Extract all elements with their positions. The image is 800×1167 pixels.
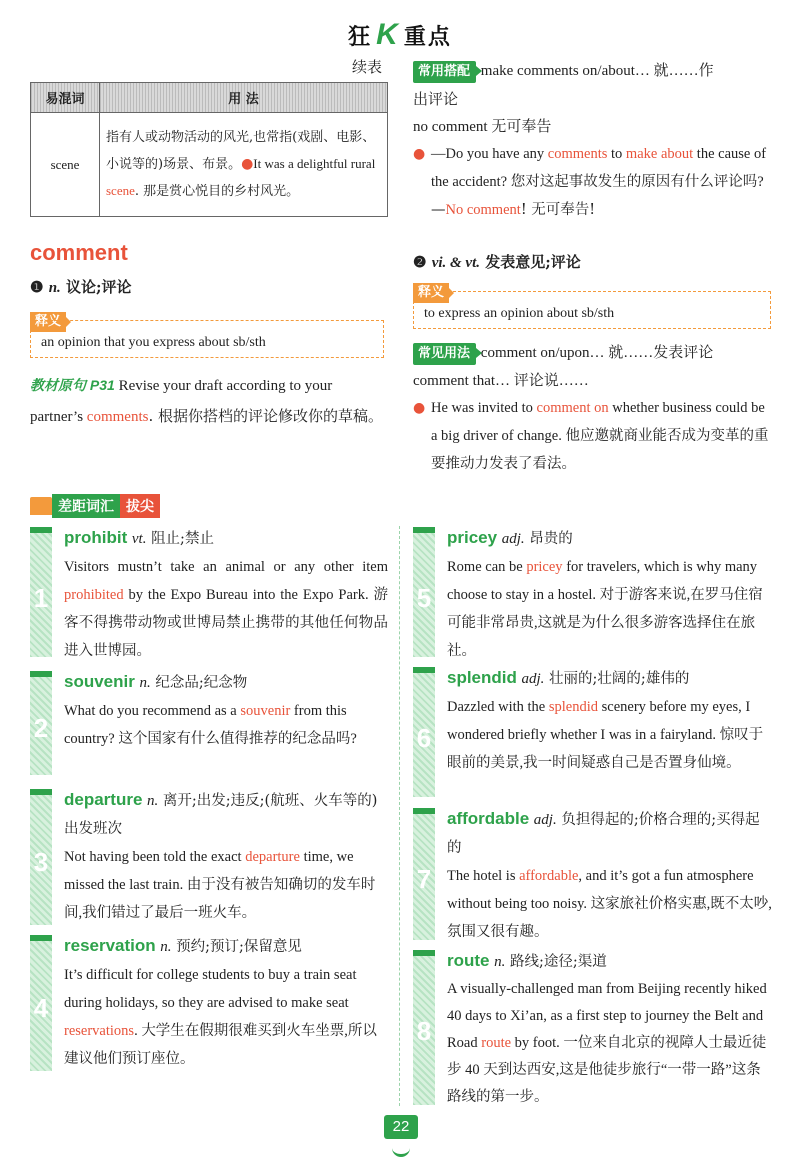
textbook-tag: 教材原句 P31 bbox=[30, 377, 115, 393]
table-header-usage: 用 法 bbox=[100, 83, 388, 113]
number-bar-2: 2 bbox=[30, 671, 52, 775]
table-cell-word: scene bbox=[31, 113, 100, 217]
word-entry-6: splendid adj. 壮丽的;壮阔的;雄伟的 Dazzled with the splendid scenery before my eyes, I wondered briefly whether I was in a fairyland. 惊叹于眼前的美景,我一时间疑惑自己是否置身仙境。 bbox=[447, 668, 764, 771]
sense-meaning: 议论;评论 bbox=[66, 278, 132, 296]
confusable-table bbox=[30, 82, 388, 217]
section-badge: 拔尖 bbox=[120, 494, 160, 518]
word-entry-2: souvenir n. 纪念品;纪念物 What do you recommend as a souvenir from this country? 这个国家有什么值得推荐的纪念品吗? bbox=[64, 672, 357, 747]
collocation-tag: 常用搭配 bbox=[413, 61, 476, 83]
example-highlight: scene bbox=[106, 182, 135, 198]
definition-tag: 释义 bbox=[30, 310, 66, 332]
example-text: It was a delightful rural bbox=[253, 155, 376, 171]
definition-box bbox=[30, 320, 384, 358]
continued-label: 续表 bbox=[352, 59, 383, 76]
number-bar-1: 1 bbox=[30, 527, 52, 657]
sense-1 bbox=[30, 273, 132, 302]
table-cell-usage: 指有人或动物活动的风光,也常指(戏剧、电影、小说等的)场景、布景。●It was a delightful rural scene. 那是赏心悦目的乡村风光。 bbox=[100, 113, 388, 217]
definition-text: an opinion that you express about sb/sth bbox=[41, 335, 266, 350]
number-bar-7: 7 bbox=[413, 808, 435, 940]
word-entry-4: reservation n. 预约;预订;保留意见 It’s difficult for college students to buy a train seat during holidays, so they are advised to make seat reservations. 大学生在假期很难买到火车坐票,所以建议他们预订座位。 bbox=[64, 936, 377, 1067]
header-left: 狂 bbox=[348, 24, 373, 49]
column-divider bbox=[399, 526, 400, 1106]
page-header bbox=[0, 18, 800, 52]
header-right: 重点 bbox=[403, 24, 452, 49]
book-icon bbox=[30, 497, 52, 515]
number-bar-6: 6 bbox=[413, 667, 435, 797]
section-label: 差距词汇 bbox=[52, 494, 120, 518]
example-translation: . 那是赏心悦目的乡村风光。 bbox=[134, 183, 300, 199]
table-header-word: 易混词 bbox=[31, 83, 100, 113]
sense-pos: n. bbox=[48, 280, 61, 296]
word-entry-5: pricey adj. 昂贵的 Rome can be pricey for travelers, which is why many choose to stay in a hostel. 对于游客来说,在罗马住宿可能非常昂贵,这就是为什么很多游客选择住在旅社。 bbox=[447, 528, 763, 659]
leaf-icon bbox=[392, 1140, 410, 1157]
word-entry-7: affordable adj. 负担得起的;价格合理的;买得起的 The hotel is affordable, and it’s got a fun atmosphere without being too noisy. 这家旅社价格实惠,既不太吵,氛围又很有趣。 bbox=[447, 809, 772, 940]
definition-tag-2: 释义 bbox=[413, 281, 449, 303]
collocation-block: 常用搭配 make comments on/about… 就……作 出评论 no comment 无可奉告 bbox=[413, 63, 714, 135]
usage-text: 指有人或动物活动的风光,也常指(戏剧、电影、小说等的)场景、布景。 bbox=[106, 129, 376, 172]
textbook-sentence: 教材原句 P31 Revise your draft according to your partner’s comments. 根据你搭档的评论修改你的草稿。 bbox=[30, 377, 383, 425]
sense-2: ❷ vi. & vt. 发表意见;评论 bbox=[413, 253, 581, 271]
number-bar-5: 5 bbox=[413, 527, 435, 657]
number-bar-4: 4 bbox=[30, 935, 52, 1071]
definition-text-2: to express an opinion about sb/sth bbox=[424, 306, 615, 321]
word-entry-3: departure n. 离开;出发;违反;(航班、火车等的)出发班次 Not having been told the exact departure time, we missed the last train. 由于没有被告知确切的发车时间,我们错过了最后一班火车。 bbox=[64, 790, 378, 921]
usage-block: 常见用法 comment on/upon… 就……发表评论 comment that… 评论说…… bbox=[413, 345, 714, 389]
number-bar-3: 3 bbox=[30, 789, 52, 925]
section-banner bbox=[30, 494, 160, 518]
usage-tag: 常见用法 bbox=[413, 343, 476, 365]
header-k-logo: K bbox=[376, 18, 400, 51]
sense-number: ❶ bbox=[30, 278, 44, 296]
page-number: 22 bbox=[384, 1115, 418, 1139]
number-bar-8: 8 bbox=[413, 950, 435, 1105]
definition-box-2 bbox=[413, 291, 771, 329]
usage-example: ● He was invited to comment on whether business could be a big driver of change. 他应邀就商业能否成为变革的重要推动力发表了看法。 bbox=[413, 400, 769, 472]
dialog-example: ● —Do you have any comments to make about the cause of the accident? 您对这起事故发生的原因有什么评论吗? —No comment! 无可奉告! bbox=[413, 146, 767, 218]
word-entry-1: prohibit vt. 阻止;禁止 Visitors mustn’t take an animal or any other item prohibited by the Expo Bureau into the Expo Park. 游客不得携带动物或世博局禁止携带的其他任何物品进入世博园。 bbox=[64, 528, 388, 659]
entry-headword: comment bbox=[30, 240, 128, 265]
word-entry-8: route n. 路线;途径;渠道 A visually-challenged man from Beijing recently hiked 40 days to Xi’an, as a first step to journey the Belt and Road route by foot. 一位来自北京的视障人士最近徒步 40 天到达西安,这是他徒步旅行“一带一路”这条路线的第一步。 bbox=[447, 951, 767, 1105]
